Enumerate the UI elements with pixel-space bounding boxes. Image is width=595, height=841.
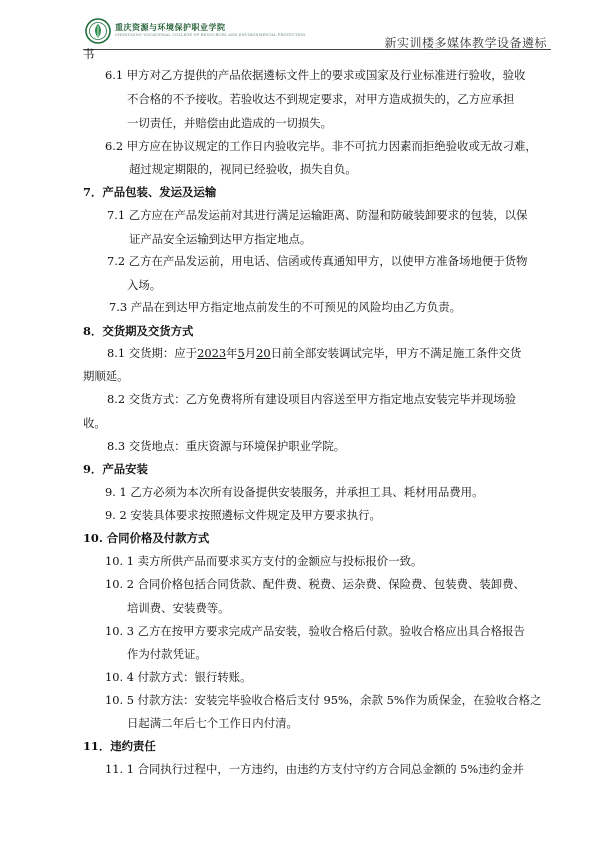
clause-6-1: 6.1 甲方对乙方提供的产品依据遴标文件上的要求或国家及行业标准进行验收，验收 xyxy=(105,68,526,82)
clause-8-2-cont: 收。 xyxy=(83,416,106,430)
school-name: 重庆资源与环境保护职业学院 xyxy=(115,22,226,32)
clause-10-3-cont: 作为付款凭证。 xyxy=(127,647,207,661)
delivery-day: 20 xyxy=(256,346,271,360)
clause-6-2: 6.2 甲方应在协议规定的工作日内验收完毕。非不可抗力因素而拒绝验收或无故刁难， xyxy=(105,139,537,153)
clause-10-3: 10. 3 乙方在按甲方要求完成产品安装，验收合格后付款。验收合格应出具合格报告 xyxy=(105,624,525,638)
clause-10-4: 10. 4 付款方式：银行转账。 xyxy=(105,670,252,684)
clause-8-2: 8.2 交货方式：乙方免费将所有建设项目内容送至甲方指定地点安装完毕并现场验 xyxy=(107,392,517,406)
section-heading-8: 8．交货期及交货方式 xyxy=(83,324,194,338)
clause-8-1 xyxy=(107,345,521,361)
document-header-title: 新实训楼多媒体教学设备遴标 xyxy=(384,36,547,50)
clause-6-2-cont: 超过规定期限的，视同已经验收，损失自负。 xyxy=(129,162,357,176)
section-heading-9: 9．产品安装 xyxy=(83,462,148,476)
header-divider xyxy=(83,49,551,50)
delivery-year: 2023 xyxy=(197,346,227,360)
clause-7-1: 7.1 乙方应在产品发运前对其进行满足运输距离、防湿和防破装卸要求的包装，以保 xyxy=(107,208,528,222)
section-heading-7: 7．产品包装、发运及运输 xyxy=(83,185,217,199)
clause-10-5-cont: 日起满二年后七个工作日内付清。 xyxy=(127,716,298,730)
page-header xyxy=(83,12,553,50)
clause-10-5: 10. 5 付款方法：安装完毕验收合格后支付 95%，余款 5%作为质保金，在验收合格之 xyxy=(105,693,542,707)
clause-10-2-cont: 培训费、安装费等。 xyxy=(127,601,230,615)
clause-7-1-cont: 证产品安全运输到达甲方指定地点。 xyxy=(129,232,312,246)
clause-6-1-cont: 不合格的不予接收。若验收达不到规定要求，对甲方造成损失的，乙方应承担 xyxy=(127,92,515,106)
clause-9-2: 9. 2 安装具体要求按照遴标文件规定及甲方要求执行。 xyxy=(105,508,381,522)
month-unit: 月 xyxy=(244,346,257,360)
clause-8-3: 8.3 交货地点：重庆资源与环境保护职业学院。 xyxy=(107,439,346,453)
clause-8-1-text: 8.1 交货期：应于 xyxy=(107,346,198,360)
clause-10-1: 10. 1 卖方所供产品而要求买方支付的金额应与投标报价一致。 xyxy=(105,554,423,568)
section-heading-10: 10. 合同价格及付款方式 xyxy=(83,531,210,545)
clause-8-1-text-end: 日前全部安装调试完毕，甲方不满足施工条件交货 xyxy=(270,346,522,360)
clause-7-2-cont: 入场。 xyxy=(127,278,162,292)
delivery-month: 5 xyxy=(237,346,245,360)
clause-11-1: 11. 1 合同执行过程中，一方违约，由违约方支付守约方合同总金额的 5%违约金并 xyxy=(105,762,524,776)
clause-10-2: 10. 2 合同价格包括合同货款、配件费、税费、运杂费、保险费、包装费、装卸费、 xyxy=(105,577,525,591)
school-name-english: CHONGQING VOCATIONAL COLLEGE OF RESOURCES AND ENVIRONMENTAL PROTECTION xyxy=(115,33,306,37)
clause-7-2: 7.2 乙方在产品发运前，用电话、信函或传真通知甲方，以使甲方准备场地便于货物 xyxy=(107,254,528,268)
continued-title-text: 书 xyxy=(83,47,95,61)
year-unit: 年 xyxy=(226,346,238,360)
clause-8-1-cont: 期顺延。 xyxy=(83,369,129,383)
school-logo-icon xyxy=(85,18,111,44)
clause-9-1: 9. 1 乙方必须为本次所有设备提供安装服务，并承担工具、耗材用品费用。 xyxy=(105,485,484,499)
section-heading-11: 11．违约责任 xyxy=(83,739,156,753)
clause-6-1-cont: 一切责任，并赔偿由此造成的一切损失。 xyxy=(127,116,333,130)
clause-7-3: 7.3 产品在到达甲方指定地点前发生的不可预见的风险均由乙方负责。 xyxy=(109,300,462,314)
